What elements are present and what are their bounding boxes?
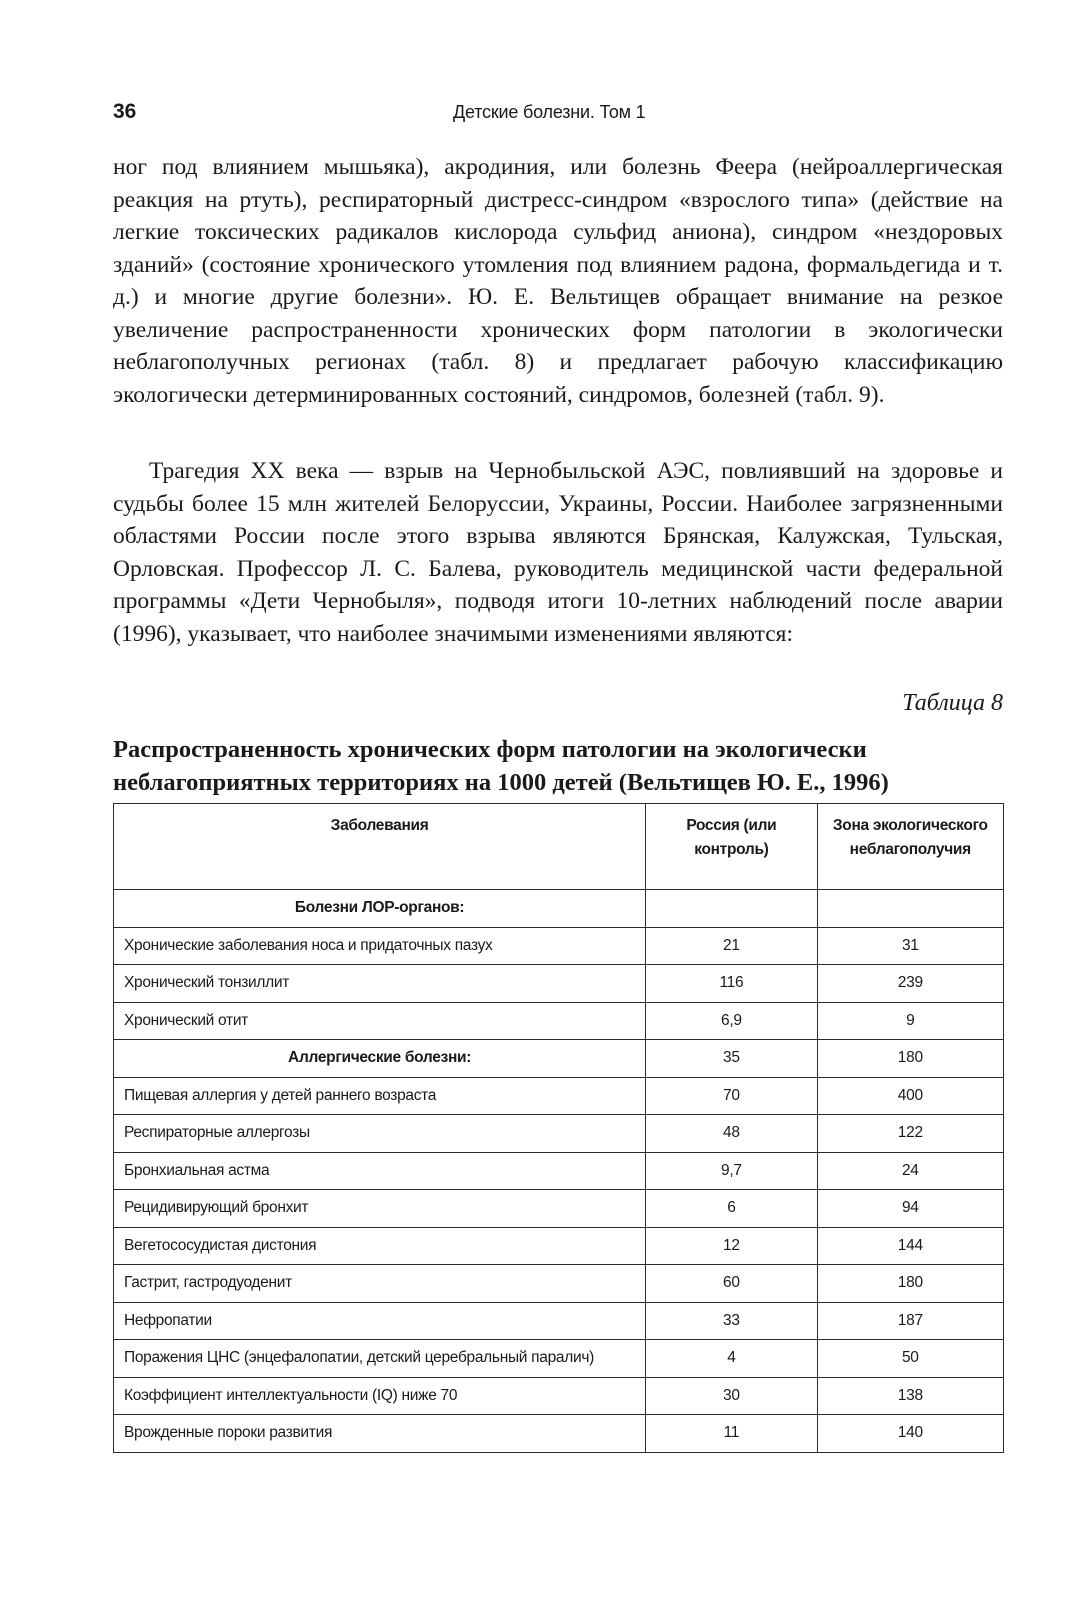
zone-value: 122 bbox=[817, 1115, 1003, 1153]
table-row bbox=[114, 1415, 1004, 1453]
table-row bbox=[114, 1002, 1004, 1040]
russia-value: 21 bbox=[646, 927, 817, 965]
table-row bbox=[114, 1190, 1004, 1228]
row-name: Хронический отит bbox=[114, 1002, 646, 1040]
header-diseases: Заболевания bbox=[114, 804, 646, 890]
russia-value: 35 bbox=[646, 1040, 817, 1078]
table-row bbox=[114, 1227, 1004, 1265]
table-row bbox=[114, 1302, 1004, 1340]
russia-value: 9,7 bbox=[646, 1152, 817, 1190]
row-name: Коэффициент интеллектуальности (IQ) ниже 70 bbox=[114, 1377, 646, 1415]
zone-value: 140 bbox=[817, 1415, 1003, 1453]
russia-value: 33 bbox=[646, 1302, 817, 1340]
row-name: Бронхиальная астма bbox=[114, 1152, 646, 1190]
russia-value: 12 bbox=[646, 1227, 817, 1265]
zone-value: 24 bbox=[817, 1152, 1003, 1190]
header-russia: Россия (или контроль) bbox=[646, 804, 817, 890]
row-name: Хронический тонзиллит bbox=[114, 965, 646, 1003]
russia-value bbox=[646, 890, 817, 928]
russia-value: 4 bbox=[646, 1340, 817, 1378]
row-name: Гастрит, гастродуоденит bbox=[114, 1265, 646, 1303]
table-section-row bbox=[114, 890, 1004, 928]
table-row bbox=[114, 1265, 1004, 1303]
row-name: Аллергические болезни: bbox=[114, 1040, 646, 1078]
row-name: Хронические заболевания носа и придаточных пазух bbox=[114, 927, 646, 965]
zone-value: 94 bbox=[817, 1190, 1003, 1228]
table-row bbox=[114, 1077, 1004, 1115]
table-header-row bbox=[114, 804, 1004, 890]
row-name: Поражения ЦНС (энцефалопатии, детский церебральный паралич) bbox=[114, 1340, 646, 1378]
row-name: Нефропатии bbox=[114, 1302, 646, 1340]
russia-value: 6 bbox=[646, 1190, 817, 1228]
paragraph: ног под влиянием мышьяка), акродиния, или болезнь Феера (нейроаллергическая реакция на ртуть), респираторный дистресс-синдром «взрослого типа» (действие на легкие токсических радикалов кислорода сульфид аниона), синдром «нездоровых зданий» (состояние хронического утомления под влиянием радона, формальдегида и т. д.) и многие другие болезни». Ю. Е. Вельтищев обращает внимание на резкое увеличение распространенности хронических форм патологии в экологически неблагополучных регионах (табл. 8) и предлагает рабочую классификацию экологически детерминированных состояний, синдромов, болезней (табл. 9). bbox=[113, 154, 1003, 408]
zone-value: 144 bbox=[817, 1227, 1003, 1265]
zone-value: 180 bbox=[817, 1265, 1003, 1303]
header-eco-zone: Зона экологического неблагополучия bbox=[817, 804, 1003, 890]
row-name: Респираторные аллергозы bbox=[114, 1115, 646, 1153]
russia-value: 30 bbox=[646, 1377, 817, 1415]
table-row bbox=[114, 927, 1004, 965]
zone-value: 138 bbox=[817, 1377, 1003, 1415]
disease-prevalence-table bbox=[113, 803, 1004, 1453]
row-name: Вегетососудистая дистония bbox=[114, 1227, 646, 1265]
zone-value bbox=[817, 890, 1003, 928]
table-row bbox=[114, 1115, 1004, 1153]
russia-value: 60 bbox=[646, 1265, 817, 1303]
russia-value: 11 bbox=[646, 1415, 817, 1453]
russia-value: 70 bbox=[646, 1077, 817, 1115]
zone-value: 9 bbox=[817, 1002, 1003, 1040]
zone-value: 400 bbox=[817, 1077, 1003, 1115]
table-row bbox=[114, 965, 1004, 1003]
page-number: 36 bbox=[113, 100, 137, 123]
zone-value: 239 bbox=[817, 965, 1003, 1003]
table-row bbox=[114, 1152, 1004, 1190]
russia-value: 48 bbox=[646, 1115, 817, 1153]
row-name: Врожденные пороки развития bbox=[114, 1415, 646, 1453]
table-row bbox=[114, 1340, 1004, 1378]
russia-value: 116 bbox=[646, 965, 817, 1003]
running-title: Детские болезни. Том 1 bbox=[453, 102, 646, 122]
row-name: Болезни ЛОР-органов: bbox=[114, 890, 646, 928]
paragraph: Трагедия XX века — взрыв на Чернобыльской АЭС, повлиявший на здоровье и судьбы более 15 млн жителей Белоруссии, Украины, России. Наиболее загрязненными областями России после этого взрыва являются Брянская, Калужская, Тульская, Орловская. Профессор Л. С. Балева, руководитель медицинской части федеральной программы «Дети Чернобыля», подводя итоги 10-летних наблюдений после аварии (1996), указывает, что наиболее значимыми изменениями являются: bbox=[113, 458, 1003, 647]
zone-value: 50 bbox=[817, 1340, 1003, 1378]
zone-value: 180 bbox=[817, 1040, 1003, 1078]
russia-value: 6,9 bbox=[646, 1002, 817, 1040]
row-name: Рецидивирующий бронхит bbox=[114, 1190, 646, 1228]
table-row bbox=[114, 1377, 1004, 1415]
table-section-row bbox=[114, 1040, 1004, 1078]
table-number: Таблица 8 bbox=[902, 690, 1003, 716]
row-name: Пищевая аллергия у детей раннего возраста bbox=[114, 1077, 646, 1115]
zone-value: 187 bbox=[817, 1302, 1003, 1340]
zone-value: 31 bbox=[817, 927, 1003, 965]
running-head bbox=[113, 100, 1003, 130]
table-title: Распространенность хронических форм патологии на экологически неблагоприятных территориях на 1000 детей (Вельтищев Ю. Е., 1996) bbox=[113, 736, 889, 796]
